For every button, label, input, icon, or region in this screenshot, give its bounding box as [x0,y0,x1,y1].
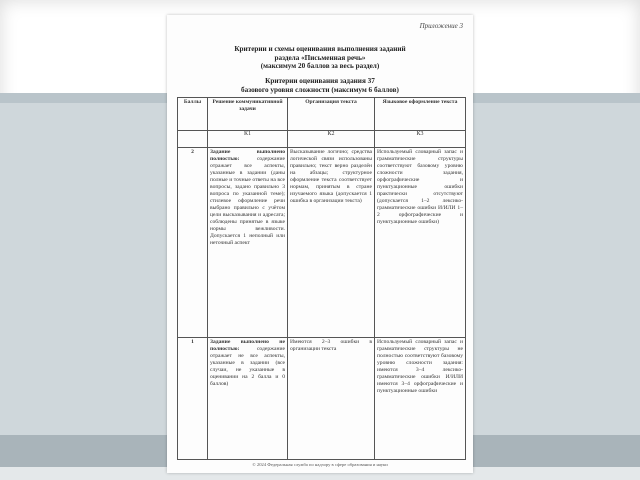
criteria-table [177,97,466,460]
k2-cell: Имеются 2–3 ошибки в организации текста [288,337,375,459]
k1-text: содержание отражает все аспекты, указанные в задании (даны полные и точные ответы на все вопросы, задано правильно 3 вопроса по указанной теме); стилевое оформление речи выбрано правильно с учётом цели высказывания и адресата; соблюдены принятые в языке нормы вежливости. Допускается 1 неполный или неточный аспект [210,155,285,247]
header-score: Баллы [178,98,208,131]
k3-cell: Используемый словарный запас и грамматические структуры соответствуют базовому уровню сложности задания, орфографические и пунктуационные ошибки практически отсутствуют (допускается 1–2 лексико-грамматические ошибки И/ИЛИ 1–2 орфографические и пунктуационные ошибки) [375,147,466,337]
copyright-footer: © 2024 Федеральная служба по надзору в сфере образования и науки [252,462,388,467]
heading-line: базового уровня сложности (максимум 6 баллов) [241,85,399,94]
header-k2: Организация текста [288,98,375,131]
k1-cell [208,337,288,459]
code-k2: К2 [288,131,375,147]
k2-cell: Высказывание логично; средства логической связи использованы правильно; текст верно разделён на абзацы; структурное оформление текста соответствует нормам, принятым в стране изучаемого языка (допускается 1 ошибка в организации текста) [288,147,375,337]
k1-lead: Задание выполнено не полностью: [210,338,285,352]
criteria-code-row [178,131,466,147]
table-row [178,337,466,459]
heading-line: Критерии оценивания задания 37 [265,77,375,85]
k1-lead: Задание выполнено полностью: [210,148,285,162]
table-row [178,147,466,337]
heading-line: Критерии и схемы оценивания выполнения заданий [234,45,406,53]
table-header-row [178,98,466,131]
score-cell: 1 [178,337,208,459]
k1-cell [208,147,288,337]
k1-text: содержание отражает не все аспекты, указанные в задании (все случаи, не указанные в оценивании на 2 балла и 0 баллов) [210,345,285,388]
heading-line: (максимум 20 баллов за весь раздел) [260,62,380,71]
header-k3: Языковое оформление текста [375,98,466,131]
appendix-label: Приложение 3 [419,22,463,30]
code-k3: К3 [375,131,466,147]
k3-cell: Используемый словарный запас и грамматические структуры не полностью соответствуют базовому уровню сложности задания: имеются 3–4 лексико-грамматические ошибки И/ИЛИ имеются 3–4 орфографические и пунктуационные ошибки [375,337,466,459]
document-page [167,15,473,473]
code-score [178,131,208,147]
code-k1: К1 [208,131,288,147]
header-k1: Решение коммуникативной задачи [208,98,288,131]
section-heading [167,45,473,71]
score-cell: 2 [178,147,208,337]
criteria-heading [167,77,473,94]
heading-line: раздела «Письменная речь» [274,53,366,62]
